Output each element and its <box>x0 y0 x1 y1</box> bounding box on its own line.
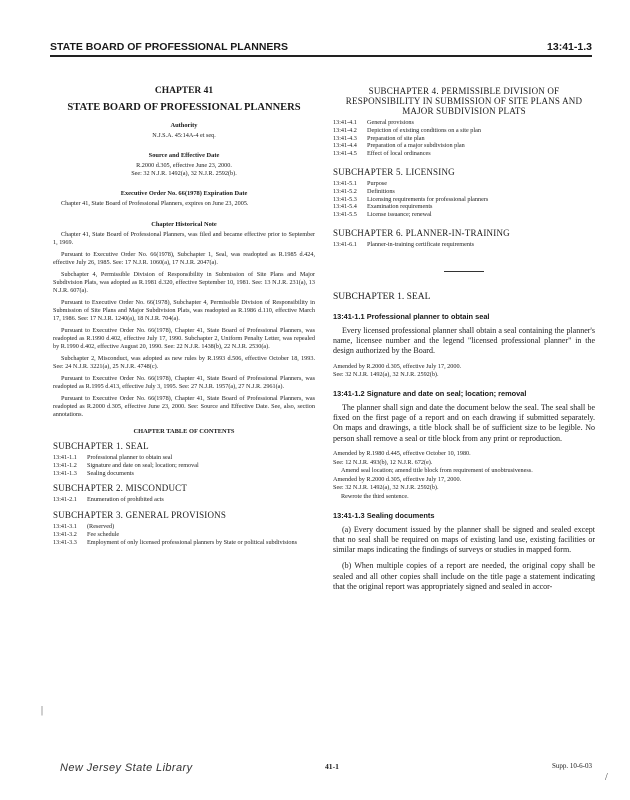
toc-item-title: Sealing documents <box>87 469 134 477</box>
historical-note-paragraph: Pursuant to Executive Order No. 66(1978), Chapter 41, State Board of Professional Planners, was readopted as R.2000 d.305, effective June 23, 2000. See: Source and Effective Date. See, also, section annotations. <box>53 395 315 418</box>
toc-item-number: 13:41-6.1 <box>333 240 357 248</box>
amendment-note: See: 12 N.J.R. 493(b), 12 N.J.R. 672(e). <box>333 458 433 466</box>
section-1-2-text: The planner shall sign and date the document below the seal. The seal shall be fixed on the first page of a report and on each drawing if submitted separately. On maps and drawings, a title block shall be of sufficient size to be legible. No person shall remove a seal or title block from any print or reproduction. <box>333 402 595 443</box>
toc-item-title: Licensing requirements for professional planners <box>367 195 489 203</box>
subchapter-1-heading: SUBCHAPTER 1. SEAL <box>333 291 431 302</box>
chapter-number: CHAPTER 41 <box>154 86 214 96</box>
toc-item-number: 13:41-1.1 <box>53 454 77 461</box>
authority-text: N.J.S.A. 45:14A-4 et seq. <box>152 132 216 139</box>
historical-note-paragraph: Pursuant to Executive Order No. 66(1978), Subchapter 4, Permissible Division of Responsibility in Submission of Site Plans and Major Subdivision Plats, was readopted as R.1986 d.110, effective March 17, 1986. See: 17 N.J.R. 1240(a), 18 N.J.R. 704(a). <box>53 299 315 322</box>
historical-note-paragraph: Subchapter 4, Permissible Division of Responsibility in Submission of Site Plans and Major Subdivision Plats, was adopted as R.1981 d.320, effective September 10, 1981. See: 13 N.J.R. 231(a), 13 N.J.R. 607(a). <box>53 271 315 294</box>
toc-item <box>333 127 595 135</box>
section-1-3-paragraph-a: (a) Every document issued by the planner shall be signed and sealed except that no seal shall be required on maps of existing land use, existing facilities or similar maps indicating the findings of surveys or studies in mapped form. <box>333 524 595 555</box>
header-rule <box>50 55 592 57</box>
amendment-note: Amend seal location; amend title block from requirement of unobtrusiveness. <box>341 467 533 475</box>
toc-list-subchapter-6 <box>333 241 595 249</box>
toc-item <box>333 135 595 143</box>
toc-item-title: Examination requirements <box>367 203 433 211</box>
margin-change-mark: / <box>605 772 608 783</box>
toc-item <box>53 523 315 531</box>
toc-item-title: Depiction of existing conditions on a site plan <box>367 126 481 134</box>
section-divider <box>444 271 484 272</box>
toc-item-number: 13:41-3.3 <box>53 538 77 546</box>
toc-subchapter-6: SUBCHAPTER 6. PLANNER-IN-TRAINING <box>333 227 510 238</box>
source-line-2: See: 32 N.J.R. 1492(a), 32 N.J.R. 2592(b). <box>131 170 237 177</box>
toc-list-subchapter-5 <box>333 180 595 219</box>
toc-item-number: 13:41-4.2 <box>333 126 357 134</box>
historical-note-paragraph: Subchapter 2, Misconduct, was adopted as new rules by R.1993 d.506, effective October 18, 1993. See: 24 N.J.R. 3221(a), 25 N.J.R. 4748(c). <box>53 355 315 370</box>
toc-item-title: Purpose <box>367 179 387 187</box>
historical-note-paragraph: Chapter 41, State Board of Professional Planners, was filed and became effective prior to September 1, 1969. <box>53 231 315 246</box>
toc-subchapter-1: SUBCHAPTER 1. SEAL <box>53 441 149 451</box>
source-heading: Source and Effective Date <box>148 152 220 159</box>
toc-item-number: 13:41-5.4 <box>333 203 357 211</box>
toc-item-title: Preparation of a major subdivision plan <box>367 142 465 150</box>
section-1-3-heading: 13:41-1.3 Sealing documents <box>333 510 435 520</box>
exec-order-text: Chapter 41, State Board of Professional Planners, expires on June 23, 2005. <box>61 200 249 207</box>
section-1-1-text: Every licensed professional planner shall obtain a seal containing the planner's name, licensee number and the legend "licensed professional planner" in the design authorized by the Board. <box>333 325 595 356</box>
toc-item <box>53 470 315 478</box>
toc-item-number: 13:41-4.3 <box>333 134 357 142</box>
section-1-2-heading: 13:41-1.2 Signature and date on seal; location; removal <box>333 388 527 398</box>
header-code: 13:41-1.3 <box>547 41 592 53</box>
section-1-1-heading: 13:41-1.1 Professional planner to obtain seal <box>333 311 490 321</box>
toc-item <box>53 454 315 462</box>
toc-item-title: Professional planner to obtain seal <box>87 454 173 461</box>
toc-item <box>333 188 595 196</box>
historical-note-heading: Chapter Historical Note <box>151 221 217 228</box>
toc-item-title: Employment of only licensed professional planners by State or political subdivisions <box>87 538 297 546</box>
margin-change-bar: | <box>41 705 44 716</box>
exec-order-heading: Executive Order No. 66(1978) Expiration Date <box>120 190 248 197</box>
toc-item <box>53 462 315 470</box>
page-number: 41-1 <box>325 762 339 771</box>
toc-subchapter-3: SUBCHAPTER 3. GENERAL PROVISIONS <box>53 510 227 521</box>
toc-item-title: General provisions <box>367 119 414 126</box>
toc-item-number: 13:41-5.5 <box>333 211 357 219</box>
toc-item-number: 13:41-4.5 <box>333 150 357 158</box>
toc-item <box>333 150 595 158</box>
running-header <box>50 37 592 53</box>
toc-item-number: 13:41-5.3 <box>333 195 357 203</box>
toc-item-title: (Reserved) <box>87 523 115 531</box>
historical-note-paragraph: Pursuant to Executive Order No. 66(1978), Chapter 41, State Board of Professional Planners, was readopted as R.1990 d.402, effective July 17, 1990. Subchapter 2, Uniform Penalty Letter, was repealed by R.1990 d.402, effective August 20, 1990. See: 22 N.J.R. 1438(b), 22 N.J.R. 2530(a). <box>53 327 315 350</box>
header-title: STATE BOARD OF PROFESSIONAL PLANNERS <box>50 41 289 53</box>
toc-item-title: Definitions <box>367 187 395 195</box>
authority-heading: Authority <box>170 122 198 129</box>
toc-item-title: Planner-in-training certificate requirements <box>367 240 475 248</box>
amendment-note: Amended by R.2000 d.305, effective July 17, 2000. <box>333 362 462 370</box>
historical-note <box>53 231 315 419</box>
chapter-title: STATE BOARD OF PROFESSIONAL PLANNERS <box>67 102 301 113</box>
toc-item-number: 13:41-1.3 <box>53 469 77 477</box>
toc-subchapter-5: SUBCHAPTER 5. LICENSING <box>333 166 455 177</box>
toc-item-number: 13:41-4.4 <box>333 142 357 150</box>
toc-item <box>333 142 595 150</box>
toc-item <box>333 211 595 219</box>
toc-item-number: 13:41-5.2 <box>333 187 357 195</box>
library-stamp: New Jersey State Library <box>60 762 193 774</box>
toc-item-number: 13:41-3.2 <box>53 530 77 538</box>
toc-item-number: 13:41-5.1 <box>333 179 357 187</box>
toc-item-title: License issuance; renewal <box>367 211 432 219</box>
toc-item-number: 13:41-2.1 <box>53 496 77 504</box>
toc-item <box>53 496 315 504</box>
toc-item <box>333 119 595 127</box>
toc-list-subchapter-3 <box>53 523 315 546</box>
toc-item <box>333 180 595 188</box>
historical-note-paragraph: Pursuant to Executive Order No. 66(1978), Chapter 41, State Board of Professional Planners, was readopted as R.1995 d.413, effective July 3, 1995. See: 27 N.J.R. 1957(a), 27 N.J.R. 2961(a). <box>53 375 315 390</box>
toc-item <box>333 203 595 211</box>
toc-subchapter-2: SUBCHAPTER 2. MISCONDUCT <box>53 483 188 494</box>
toc-item-number: 13:41-1.2 <box>53 461 77 469</box>
toc-item <box>53 531 315 539</box>
toc-item <box>333 196 595 204</box>
toc-item <box>53 539 315 547</box>
toc-item-number: 13:41-3.1 <box>53 523 77 531</box>
toc-item-title: Enumeration of prohibited acts <box>87 496 164 504</box>
amendment-note: Amended by R.2000 d.305, effective July 17, 2000. <box>333 475 462 483</box>
toc-item <box>333 241 595 249</box>
section-1-3-paragraph-b: (b) When multiple copies of a report are needed, the original copy shall be sealed and all other copies shall include on the title page a statement indicating that the original report was appropriately signed and sealed in accor- <box>333 561 595 592</box>
toc-item-title: Effect of local ordinances <box>367 150 431 158</box>
amendment-note: See: 32 N.J.R. 1492(a), 32 N.J.R. 2592(b). <box>333 484 439 492</box>
left-column <box>53 84 315 547</box>
amendment-note: Amended by R.1980 d.445, effective October 10, 1980. <box>333 450 471 458</box>
amendment-note: See: 32 N.J.R. 1492(a), 32 N.J.R. 2592(b). <box>333 371 439 379</box>
supplement-date: Supp. 10-6-03 <box>551 762 592 770</box>
toc-subchapter-4: SUBCHAPTER 4. PERMISSIBLE DIVISION OF RESPONSIBILITY IN SUBMISSION OF SITE PLANS AND MAJOR SUBDIVISION PLATS <box>345 86 583 116</box>
amendment-note: Rewrote the third sentence. <box>341 493 409 500</box>
source-line-1: R.2000 d.305, effective June 23, 2000. <box>136 162 232 169</box>
toc-item-title: Fee schedule <box>87 530 120 538</box>
historical-note-paragraph: Pursuant to Executive Order No. 66(1978), Subchapter 1, Seal, was readopted as R.1985 d.424, effective July 26, 1985. See: 17 N.J.R. 1060(a), 17 N.J.R. 2047(a). <box>53 251 315 266</box>
right-column <box>333 86 595 598</box>
toc-item-title: Preparation of site plan <box>367 134 425 142</box>
toc-list-subchapter-1 <box>53 454 315 477</box>
toc-list-subchapter-4 <box>333 119 595 158</box>
toc-item-number: 13:41-4.1 <box>333 119 357 126</box>
page-footer <box>55 762 592 776</box>
toc-heading: CHAPTER TABLE OF CONTENTS <box>133 428 235 435</box>
toc-list-subchapter-2 <box>53 496 315 504</box>
toc-item-title: Signature and date on seal; location; removal <box>87 461 199 469</box>
